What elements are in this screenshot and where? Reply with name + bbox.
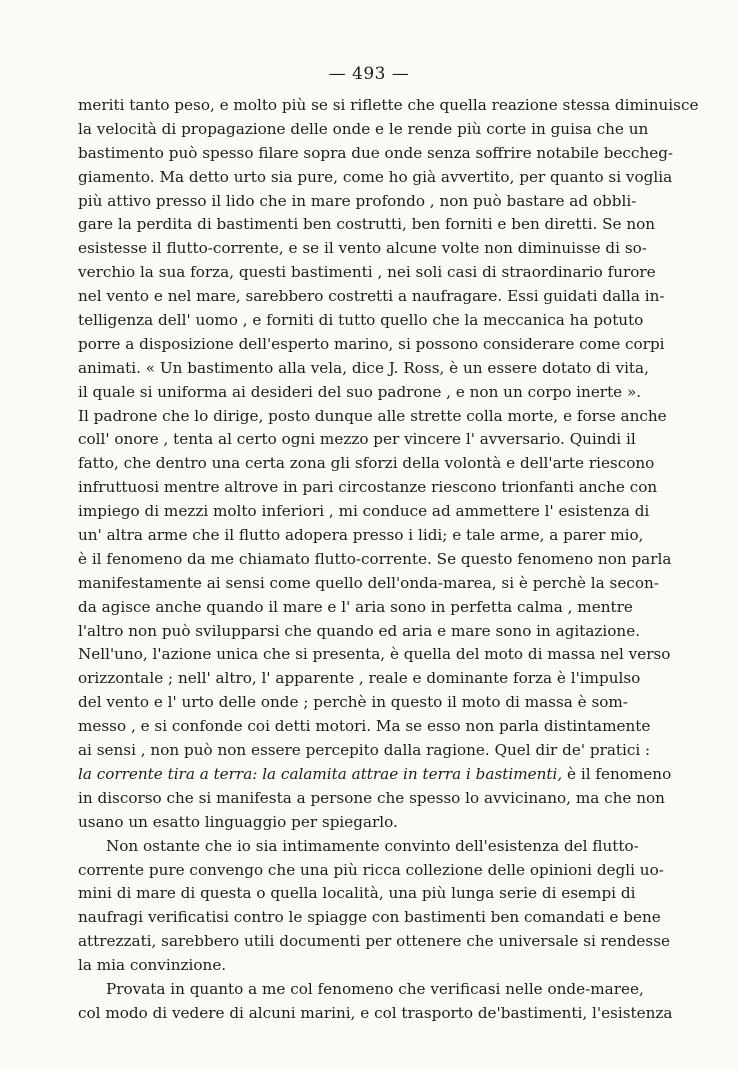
text-line: esistesse il flutto-corrente, e se il vento alcune volte non diminuisse di so-	[78, 239, 647, 258]
text-line: bastimento può spesso filare sopra due onde senza soffrire notabile beccheg-	[78, 143, 674, 162]
text-line-italic-quote	[78, 763, 672, 787]
text-line: verchio la sua forza, questi bastimenti , nei soli casi di straordinario furore	[78, 263, 656, 282]
text-line: è il fenomeno da me chiamato flutto-corrente. Se questo fenomeno non parla	[78, 549, 672, 568]
text-line: messo , e si confonde coi detti motori. Ma se esso non parla distintamente	[78, 717, 651, 736]
italic-quote: la corrente tira a terra: la calamita attrae in terra i bastimenti,	[78, 764, 563, 783]
text-line: naufragi verificatisi contro le spiagge con bastimenti ben comandati e bene	[78, 908, 661, 927]
text-line: impiego di mezzi molto inferiori , mi conduce ad ammettere l' esistenza di	[78, 502, 650, 521]
text-line: giamento. Ma detto urto sia pure, come ho già avvertito, per quanto si voglia	[78, 167, 673, 186]
text-line: la velocità di propagazione delle onde e le rende più corte in guisa che un	[78, 119, 649, 138]
text-line: del vento e l' urto delle onde ; perchè in questo il moto di massa è som-	[78, 693, 628, 712]
paragraph-2	[78, 835, 670, 978]
body-text	[78, 94, 699, 1026]
text-line: da agisce anche quando il mare e l' aria sono in perfetta calma , mentre	[78, 597, 633, 616]
text-line: Nell'uno, l'azione unica che si presenta, è quella del moto di massa nel verso	[78, 645, 671, 664]
text-line: meriti tanto peso, e molto più se si riflette che quella reazione stessa diminuisce	[78, 96, 699, 114]
text-line: nel vento e nel mare, sarebbero costretti a naufragare. Essi guidati dalla in-	[78, 287, 665, 306]
text-line: corrente pure convengo che una più ricca collezione delle opinioni degli uo-	[78, 860, 664, 879]
text-line: attrezzati, sarebbero utili documenti per ottenere che universale si rendesse	[78, 932, 670, 951]
text-line: il quale si uniforma ai desideri del suo padrone , e non un corpo inerte ».	[78, 382, 642, 401]
paragraph-1	[78, 94, 699, 763]
page-number: — 493 —	[328, 64, 410, 84]
text-line: telligenza dell' uomo , e forniti di tutto quello che la meccanica ha potuto	[78, 311, 644, 330]
text-line: animati. « Un bastimento alla vela, dice J. Ross, è un essere dotato di vita,	[78, 358, 649, 377]
text-line: manifestamente ai sensi come quello dell'onda-marea, si è perchè la secon-	[78, 573, 659, 592]
paragraph-1-end	[78, 787, 665, 835]
paragraph-3	[78, 978, 673, 1026]
text-line: col modo di vedere di alcuni marini, e col trasporto de'bastimenti, l'esistenza	[78, 1003, 673, 1022]
text-line: orizzontale ; nell' altro, l' apparente , reale e dominante forza è l'impulso	[78, 669, 641, 688]
text-line: mini di mare di questa o quella località, una più lunga serie di esempi di	[78, 884, 636, 903]
text-line: ai sensi , non può non essere percepito dalla ragione. Quel dir de' pratici :	[78, 741, 651, 760]
text-line: porre a disposizione dell'esperto marino, si possono considerare come corpi	[78, 334, 665, 353]
text-line: la mia convinzione.	[78, 956, 227, 975]
text-line: gare la perdita di bastimenti ben costrutti, ben forniti e ben diretti. Se non	[78, 215, 656, 234]
text-line: Provata in quanto a me col fenomeno che verificasi nelle onde-maree,	[106, 979, 644, 998]
text-line: usano un esatto linguaggio per spiegarlo.	[78, 812, 398, 831]
text-line: Non ostante che io sia intimamente convinto dell'esistenza del flutto-	[106, 836, 639, 855]
text-line: in discorso che si manifesta a persone che spesso lo avvicinano, ma che non	[78, 788, 665, 807]
text-line: coll' onore , tenta al certo ogni mezzo per vincere l' avversario. Quindi il	[78, 430, 636, 449]
text-line: più attivo presso il lido che in mare profondo , non può bastare ad obbli-	[78, 191, 637, 210]
text-line: infruttuosi mentre altrove in pari circostanze riescono trionfanti anche con	[78, 478, 658, 497]
text-line: fatto, che dentro una certa zona gli sforzi della volontà e dell'arte riescono	[78, 454, 655, 473]
text-line: l'altro non può svilupparsi che quando ed aria e mare sono in agitazione.	[78, 621, 641, 640]
text-line: un' altra arme che il flutto adopera presso i lidi; e tale arme, a parer mio,	[78, 526, 644, 545]
text-line: Il padrone che lo dirige, posto dunque alle strette colla morte, e forse anche	[78, 406, 667, 425]
italic-line-rest: è il fenomeno	[562, 764, 672, 783]
